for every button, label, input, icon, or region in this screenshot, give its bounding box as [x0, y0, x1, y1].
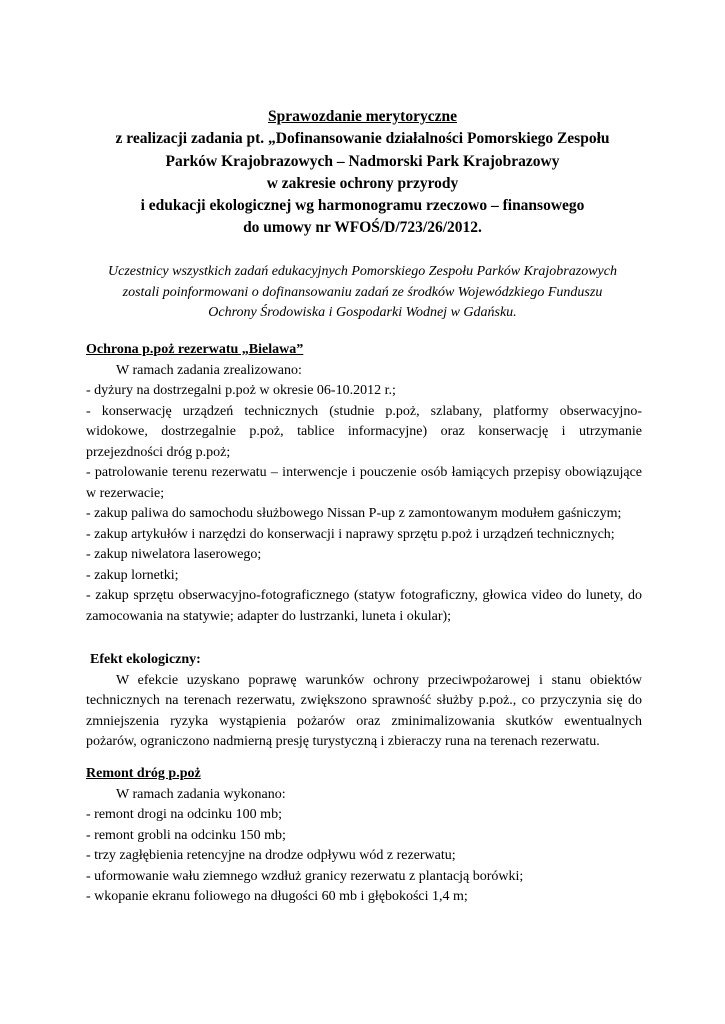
- section-ecological-effect: [86, 650, 642, 753]
- section-lead: W ramach zadania wykonano:: [116, 786, 286, 802]
- list-item: - wkopanie ekranu foliowego na długości 60 mb i głębokości 1,4 m;: [86, 889, 468, 904]
- title-line: w zakresie ochrony przyrody: [266, 174, 459, 192]
- task-list: [86, 805, 642, 908]
- list-item: - dyżury na dostrzegalni p.poż w okresie 06-10.2012 r.;: [86, 383, 396, 398]
- intro-line: Uczestnicy wszystkich zadań edukacyjnych Pomorskiego Zespołu Parków Krajobrazowych: [108, 264, 617, 279]
- document-title: [60, 106, 665, 240]
- title-line: i edukacji ekologicznej wg harmonogramu rzeczowo – finansowego: [140, 197, 585, 215]
- title-line: Parków Krajobrazowych – Nadmorski Park Krajobrazowy: [165, 152, 560, 170]
- list-item: - zakup niwelatora laserowego;: [86, 547, 262, 562]
- intro-note: [60, 262, 665, 324]
- list-item: - remont grobli na odcinku 150 mb;: [86, 827, 286, 843]
- section-fire-protection: [86, 340, 642, 627]
- list-item: - zakup lornetki;: [86, 567, 179, 583]
- list-item: - trzy zagłębienia retencyjne na drodze odpływu wód z rezerwatu;: [86, 848, 456, 863]
- title-line: do umowy nr WFOŚ/D/723/26/2012.: [243, 219, 482, 237]
- list-item: - zakup paliwa do samochodu służbowego Nissan P-up z zamontowanym modułem gaśniczym;: [86, 506, 622, 521]
- section-heading: Ochrona p.poż rezerwatu „Bielawa”: [86, 342, 304, 357]
- section-road-repair: [86, 764, 642, 908]
- section-lead: W ramach zadania zrealizowano:: [116, 362, 302, 378]
- task-list: [86, 381, 642, 627]
- section-heading: Efekt ekologiczny:: [90, 652, 201, 667]
- section-body: W efekcie uzyskano poprawę warunków ochrony przeciwpożarowej i stanu obiektów technicznych na terenach rezerwatu, zwiększono sprawność służby p.poż., co przyczynia się do zmniejszenia ryzyka wystąpienia pożarów oraz zminimalizowania skutków ewentualnych pożarów, ograniczono nadmierną presję turystyczną i zbieraczy runa na terenach rezerwatu.: [86, 672, 642, 749]
- list-item: - patrolowanie terenu rezerwatu – interwencje i pouczenie osób łamiących przepisy obowiązujące w rezerwacie;: [86, 465, 642, 501]
- section-heading: Remont dróg p.poż: [86, 766, 201, 781]
- title-line: z realizacji zadania pt. „Dofinansowanie działalności Pomorskiego Zespołu: [115, 130, 610, 148]
- intro-line: zostali poinformowani o dofinansowaniu zadań ze środków Wojewódzkiego Funduszu: [122, 284, 603, 300]
- list-item: - zakup artykułów i narzędzi do konserwacji i naprawy sprzętu p.poż i urządzeń technicznych;: [86, 526, 615, 542]
- report-title: Sprawozdanie merytoryczne: [268, 108, 457, 125]
- list-item: - uformowanie wału ziemnego wzdłuż granicy rezerwatu z plantacją borówki;: [86, 868, 524, 884]
- list-item: - remont drogi na odcinku 100 mb;: [86, 807, 282, 822]
- intro-line: Ochrony Środowiska i Gospodarki Wodnej w Gdańsku.: [208, 305, 517, 320]
- list-item: - konserwację urządzeń technicznych (studnie p.poż, szlabany, platformy obserwacyjno-widokowe, dostrzegalnie p.poż, tablice informacyjne) oraz konserwację i utrzymanie przejezdności dróg p.poż;: [86, 403, 642, 460]
- list-item: - zakup sprzętu obserwacyjno-fotograficznego (statyw fotograficzny, głowica video do lunety, do zamocowania na statywie; adapter do lustrzanki, luneta i okular);: [86, 588, 642, 624]
